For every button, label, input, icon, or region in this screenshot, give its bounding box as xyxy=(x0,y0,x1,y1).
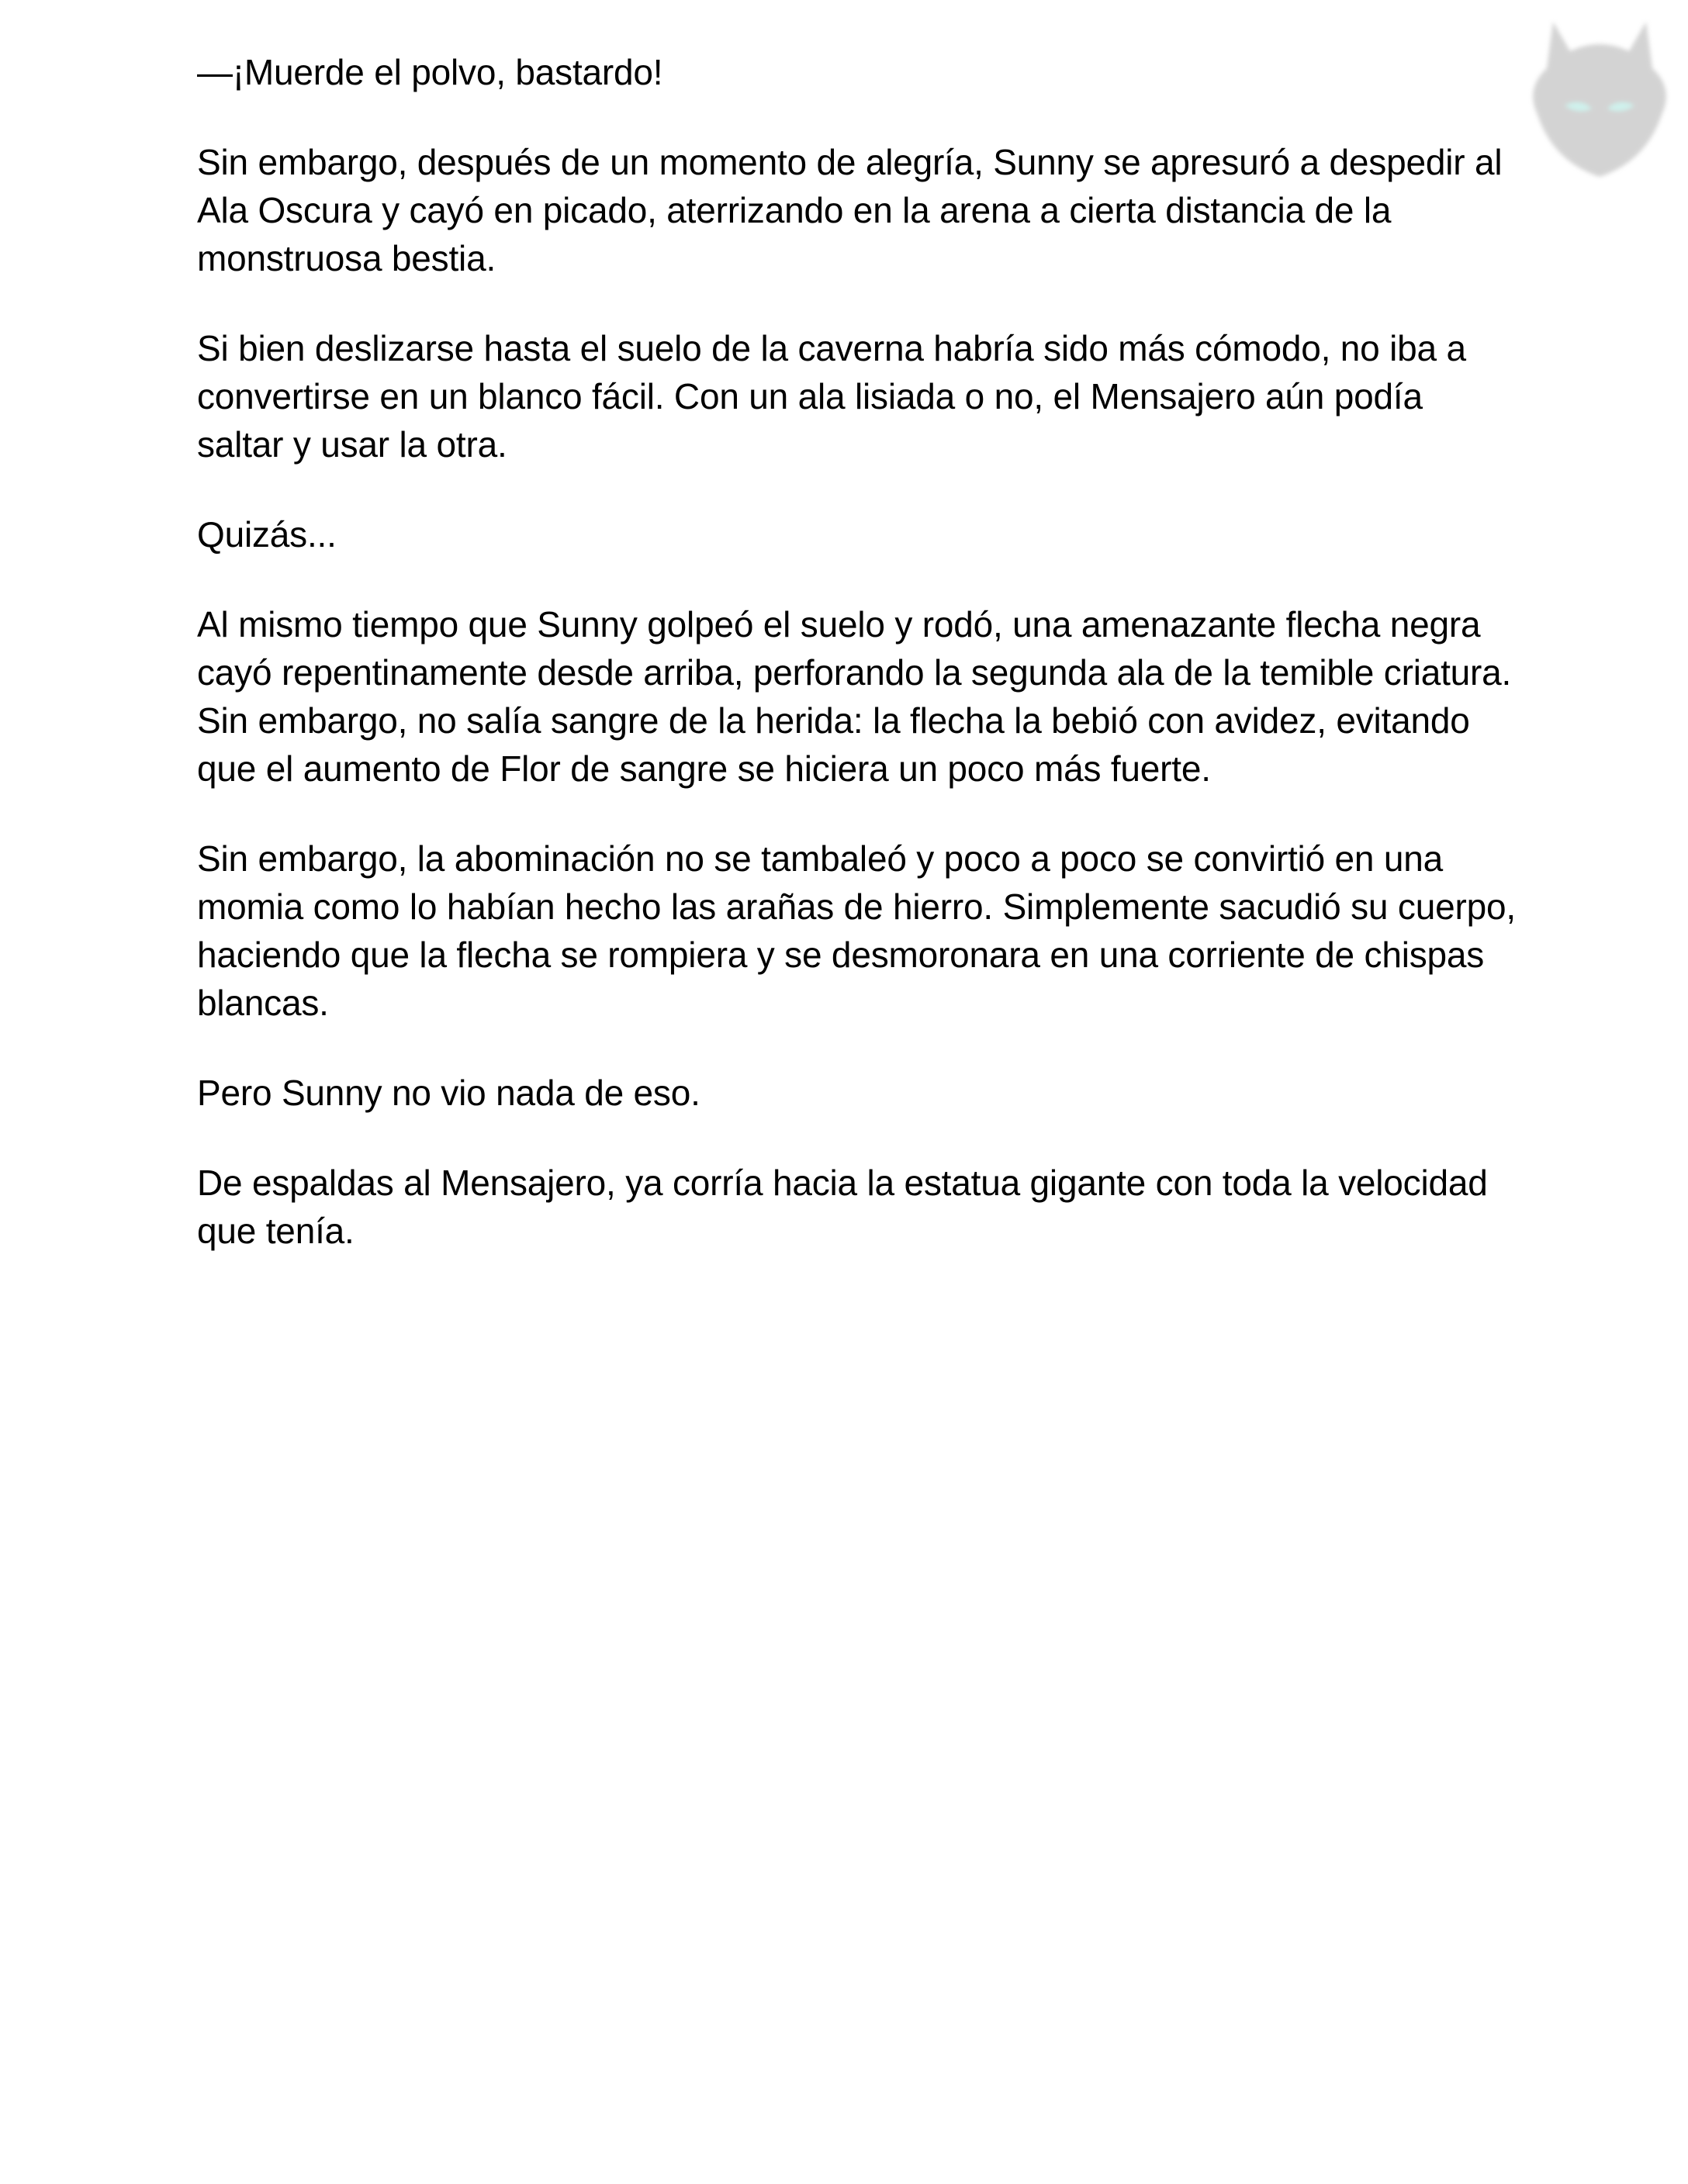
document-body xyxy=(197,48,1516,1297)
paragraph: Quizás... xyxy=(197,514,337,555)
paragraph: Pero Sunny no vio nada de eso. xyxy=(197,1073,700,1113)
paragraph: —¡Muerde el polvo, bastardo! xyxy=(197,52,663,92)
paragraph: De espaldas al Mensajero, ya corría hacia la estatua gigante con toda la velocidad que tenía. xyxy=(197,1163,1488,1251)
paragraph: Si bien deslizarse hasta el suelo de la caverna habría sido más cómodo, no iba a convertirse en un blanco fácil. Con un ala lisiada o no, el Mensajero aún podía saltar y usar la otra. xyxy=(197,328,1466,465)
paragraph: Sin embargo, después de un momento de alegría, Sunny se apresuró a despedir al Ala Oscura y cayó en picado, aterrizando en la arena a cierta distancia de la monstruosa bestia. xyxy=(197,142,1503,278)
paragraph: Al mismo tiempo que Sunny golpeó el suelo y rodó, una amenazante flecha negra cayó repentinamente desde arriba, perforando la segunda ala de la temible criatura. Sin embargo, no salía sangre de la herida: la flecha la bebió con avidez, evitando que el aumento de Flor de sangre se hiciera un poco más fuerte. xyxy=(197,604,1512,789)
demon-head-icon xyxy=(1522,14,1677,185)
paragraph: Sin embargo, la abominación no se tambaleó y poco a poco se convirtió en una momia como lo habían hecho las arañas de hierro. Simplemente sacudió su cuerpo, haciendo que la flecha se rompiera y se desmoronara en una corriente de chispas blancas. xyxy=(197,838,1516,1023)
